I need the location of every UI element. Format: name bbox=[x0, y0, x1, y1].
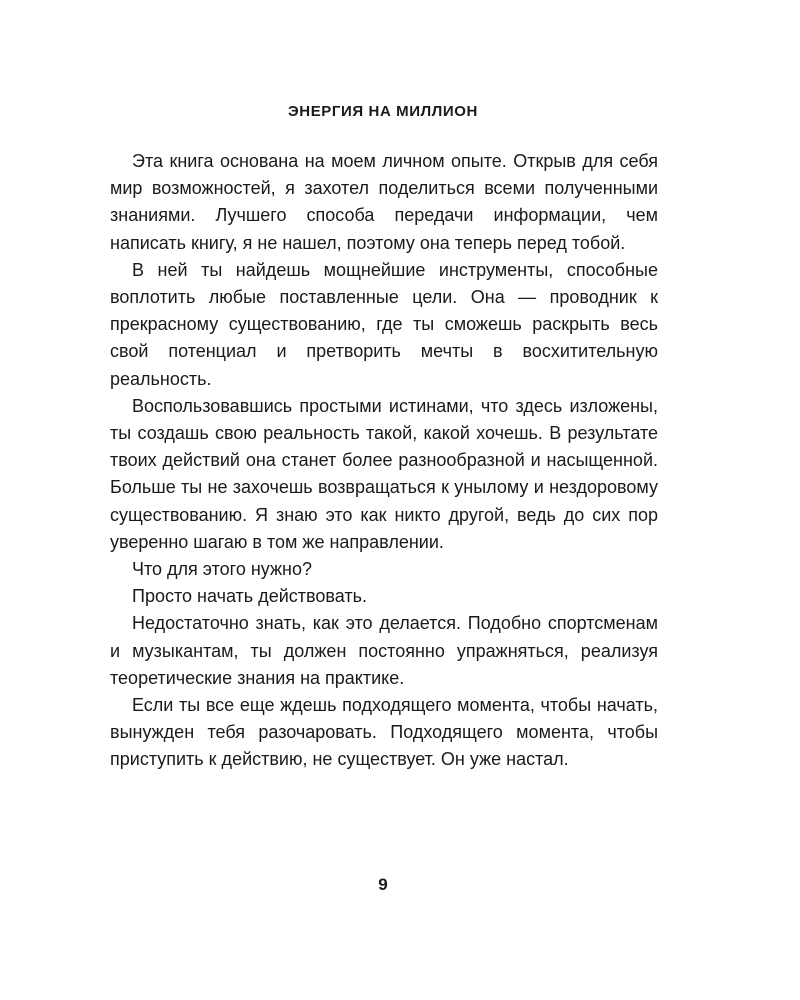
body-text bbox=[110, 148, 658, 774]
paragraph: Недостаточно знать, как это делается. Подобно спортсменам и музыкантам, ты должен постоянно упражняться, реализуя теоретические знания на практике. bbox=[110, 613, 658, 688]
paragraph: Эта книга основана на моем личном опыте. Открыв для себя мир возможностей, я захотел поделиться всеми полученными знаниями. Лучшего способа передачи информации, чем написать книгу, я не нашел, поэтому она теперь перед тобой. bbox=[110, 151, 658, 253]
paragraph: В ней ты найдешь мощнейшие инструменты, способные воплотить любые поставленные цели. Она — проводник к прекрасному существованию, где ты сможешь раскрыть весь свой потенциал и претворить мечты в восхитительную реальность. bbox=[110, 259, 658, 389]
paragraph: Просто начать действовать. bbox=[132, 586, 367, 607]
running-title: ЭНЕРГИЯ НА МИЛЛИОН bbox=[288, 103, 478, 120]
paragraph: Воспользовавшись простыми истинами, что здесь изложены, ты создашь свою реальность такой, какой хочешь. В результате твоих действий она станет более разнообразной и насыщенной. Больше ты не захочешь возвращаться к унылому и нездоровому существованию. Я знаю это как никто другой, ведь до сих пор уверенно шагаю в том же направлении. bbox=[110, 395, 658, 552]
paragraph: Что для этого нужно? bbox=[132, 559, 312, 580]
paragraph: Если ты все еще ждешь подходящего момента, чтобы начать, вынужден тебя разочаровать. Подходящего момента, чтобы приступить к действию, не существует. Он уже настал. bbox=[110, 695, 658, 770]
page-number: 9 bbox=[378, 875, 388, 894]
